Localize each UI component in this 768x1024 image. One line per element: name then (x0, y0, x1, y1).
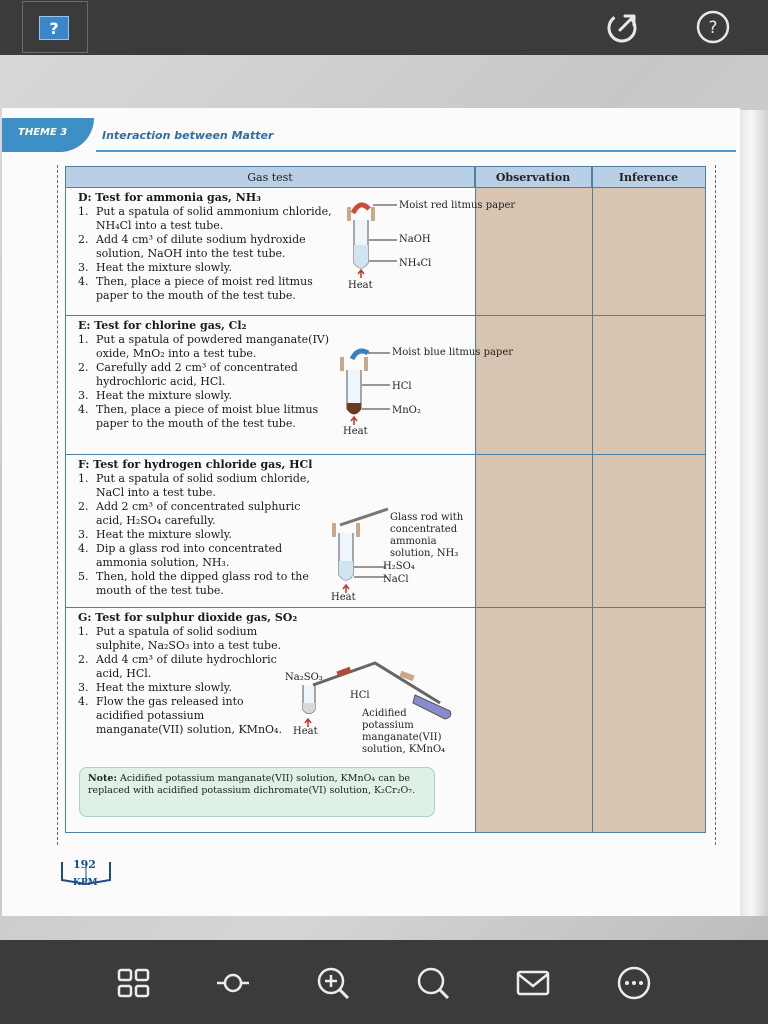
step: 4. Then, place a piece of moist red litmus paper to the mouth of the test tube. (78, 275, 313, 302)
column-header-inference: Inference (592, 167, 705, 188)
page-margin-line (57, 165, 58, 845)
header-rule (96, 150, 736, 152)
step: 1. Put a spatula of solid sodium chloride, NaCl into a test tube. (78, 472, 310, 499)
step: 4. Then, place a piece of moist blue litmus paper to the mouth of the test tube. (78, 403, 319, 430)
column-divider (592, 167, 593, 832)
label-heat: Heat (293, 726, 318, 737)
step: 2. Carefully add 2 cm³ of concentrated hydrochloric acid, HCl. (78, 361, 298, 388)
step: 3. Heat the mixture slowly. (78, 261, 232, 274)
label-heat: Heat (348, 280, 373, 291)
book-page-edge (740, 110, 768, 916)
row-divider (66, 454, 705, 455)
note-prefix: Note: (88, 773, 117, 784)
more-icon[interactable] (616, 965, 652, 1001)
label-naoh: NaOH (399, 234, 431, 245)
label-na2so3: Na₂SO₃ (285, 672, 323, 683)
section-title: F: Test for hydrogen chloride gas, HCl (78, 458, 313, 471)
label-nh4cl: NH₄Cl (399, 258, 432, 269)
question-circle-icon[interactable] (695, 9, 731, 45)
step: 2. Add 2 cm³ of concentrated sulphuric acid, H₂SO₄ carefully. (78, 500, 301, 527)
share-icon[interactable] (605, 9, 641, 45)
slider-icon[interactable] (215, 965, 251, 1001)
row-divider (66, 607, 705, 608)
label-mno2: MnO₂ (392, 405, 421, 416)
grid-icon[interactable] (116, 965, 152, 1001)
theme-title: Interaction between Matter (102, 129, 274, 142)
step: 1. Put a spatula of solid sodium sulphite, Na₂SO₃ into a test tube. (78, 625, 282, 652)
answer-area (475, 188, 705, 832)
label-h2so4: H₂SO₄ (383, 561, 415, 572)
label-nacl: NaCl (383, 574, 409, 585)
step: 3. Heat the mixture slowly. (78, 389, 232, 402)
section-title: G: Test for sulphur dioxide gas, SO₂ (78, 611, 298, 624)
label-moist-red-litmus: Moist red litmus paper (399, 200, 516, 211)
section-ammonia-test (78, 191, 340, 303)
column-header-gas-test: Gas test (66, 167, 475, 188)
top-toolbar (0, 0, 768, 55)
step: 3. Heat the mixture slowly. (78, 528, 232, 541)
row-divider (66, 315, 705, 316)
step: 5. Then, hold the dipped glass rod to the mouth of the test tube. (78, 570, 309, 597)
column-divider (475, 167, 476, 832)
step: 2. Add 4 cm³ of dilute sodium hydroxide solution, NaOH into the test tube. (78, 233, 306, 260)
svg-text:?: ? (708, 18, 718, 38)
step: 3. Heat the mixture slowly. (78, 681, 232, 694)
column-header-observation: Observation (475, 167, 592, 188)
step: 4. Flow the gas released into acidified potassium manganate(VII) solution, KMnO₄. (78, 695, 282, 736)
label-acidified-kmno4: Acidified potassium manganate(VII) solution, KMnO₄ (362, 708, 446, 755)
note-text: Acidified potassium manganate(VII) solution, KMnO₄ can be replaced with acidified potassium dichromate(VI) solution, K₂Cr₂O₇. (88, 773, 416, 796)
page-margin-line (715, 165, 716, 845)
search-icon[interactable] (415, 965, 451, 1001)
help-button[interactable]: ? (39, 16, 69, 40)
section-sulphur-dioxide-test (78, 611, 298, 737)
help-button-frame[interactable] (22, 1, 88, 53)
publisher-label: KPM (73, 878, 98, 888)
ammonia-apparatus-diagram (345, 195, 400, 285)
theme-label: THEME 3 (18, 127, 68, 138)
hydrogen-chloride-apparatus-diagram (330, 505, 390, 595)
label-hcl: HCl (350, 690, 370, 701)
step: 4. Dip a glass rod into concentrated ammonia solution, NH₃. (78, 542, 283, 569)
section-hydrogen-chloride-test (78, 458, 328, 598)
mail-icon[interactable] (515, 965, 551, 1001)
chlorine-apparatus-diagram (338, 345, 393, 430)
zoom-in-icon[interactable] (315, 965, 351, 1001)
step: 2. Add 4 cm³ of dilute hydrochloric acid, HCl. (78, 653, 277, 680)
section-title: D: Test for ammonia gas, NH₃ (78, 191, 261, 204)
note-box (79, 767, 435, 817)
label-heat: Heat (343, 426, 368, 437)
step: 1. Put a spatula of powdered manganate(IV) oxide, MnO₂ into a test tube. (78, 333, 330, 360)
label-moist-blue-litmus: Moist blue litmus paper (392, 347, 514, 358)
section-chlorine-test (78, 319, 340, 431)
label-heat: Heat (331, 592, 356, 603)
step: 1. Put a spatula of solid ammonium chloride, NH₄Cl into a test tube. (78, 205, 332, 232)
section-title: E: Test for chlorine gas, Cl₂ (78, 319, 247, 332)
label-hcl: HCl (392, 381, 412, 392)
label-glass-rod-ammonia: Glass rod with concentrated ammonia solution, NH₃ (390, 512, 464, 559)
page-number: 192 (73, 858, 96, 871)
